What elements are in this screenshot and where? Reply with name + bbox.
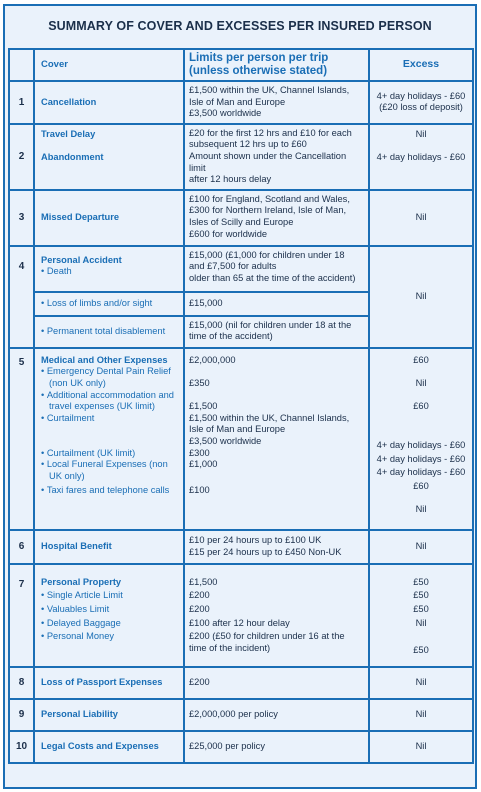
text: travel expenses (UK limit) — [49, 401, 155, 412]
excess-legal: Nil — [369, 731, 473, 763]
limit-cancellation — [184, 81, 369, 124]
row-number: 4 — [9, 246, 34, 348]
limit-line: subsequent 12 hrs up to £60 — [189, 139, 307, 150]
limit-line: £2,000,000 — [189, 354, 236, 365]
excess-line: Nil — [415, 617, 427, 628]
excess-line: 4+ day holidays - £60 — [376, 439, 466, 450]
limit-line: £1,500 within the UK, Channel Islands, — [189, 412, 350, 423]
excess-cancellation — [369, 81, 473, 124]
excess-line: 4+ day holidays - £60 — [376, 453, 466, 464]
limit-personal-property — [184, 564, 369, 667]
cover-curtailment: • Curtailment — [41, 413, 179, 425]
cover-cancellation: Cancellation — [34, 81, 184, 124]
cover-passport: Loss of Passport Expenses — [34, 667, 184, 699]
limit-line: £10 per 24 hours up to £100 UK — [189, 535, 322, 546]
cover-valuables: • Valuables Limit — [41, 604, 179, 616]
cover-abandonment-label: Abandonment — [41, 151, 104, 162]
limit-line: £3,500 worldwide — [189, 108, 262, 119]
table-row-missed-departure — [9, 190, 473, 246]
table-row-liability — [9, 699, 473, 731]
limit-missed-departure — [184, 190, 369, 246]
page-title: SUMMARY OF COVER AND EXCESSES PER INSURED PERSON — [48, 19, 432, 33]
cover-legal: Legal Costs and Expenses — [34, 731, 184, 763]
header-excess: Excess — [369, 49, 473, 81]
limit-line: £15,000 (nil for children under 18 at the — [189, 319, 352, 330]
limit-line: £15 per 24 hours up to £450 Non-UK — [189, 546, 342, 557]
excess-line: (£20 loss of deposit) — [379, 102, 463, 113]
limit-line: Isles of Scilly and Europe — [189, 216, 294, 227]
text: Local Funeral Expenses (non — [46, 459, 168, 470]
cover-accommodation — [41, 390, 179, 413]
limit-line: £100 — [189, 485, 210, 496]
excess-line: £60 — [413, 401, 429, 412]
limit-line: £20 for the first 12 hrs and £10 for each — [189, 127, 352, 138]
cover-travel-delay — [34, 124, 184, 190]
cover-personal-accident-label: Personal Accident — [41, 254, 122, 265]
cover-dental — [41, 366, 179, 389]
cover-curtailment-uk: • Curtailment (UK limit) — [41, 448, 179, 460]
excess-line: Nil — [415, 128, 427, 139]
excess-line: £50 — [413, 644, 429, 655]
cover-permanent-disablement-label: • Permanent total disablement — [41, 326, 179, 338]
table-row-passport — [9, 667, 473, 699]
limit-line: time of the incident) — [189, 642, 271, 653]
table-row-medical — [9, 348, 473, 530]
limit-line: £200 — [189, 603, 210, 614]
table-row-hospital-benefit — [9, 530, 473, 564]
row-number: 1 — [9, 81, 34, 124]
cover-medical — [34, 348, 184, 530]
header-limits-line-2: (unless otherwise stated) — [189, 65, 328, 77]
excess-line: £60 — [413, 354, 429, 365]
excess-medical — [369, 348, 473, 530]
limit-line: £15,000 (£1,000 for children under 18 — [189, 249, 345, 260]
limit-line: £300 — [189, 447, 210, 458]
excess-personal-accident: Nil — [369, 246, 473, 348]
text: UK only) — [49, 470, 85, 481]
limit-line: £1,000 — [189, 459, 218, 470]
limit-line: £200 — [189, 590, 210, 601]
table-row-personal-accident — [9, 246, 473, 292]
row-number: 5 — [9, 348, 34, 530]
limit-hospital-benefit — [184, 530, 369, 564]
limit-line: £1,500 — [189, 401, 218, 412]
cover-travel-delay-label: Travel Delay — [41, 128, 96, 139]
cover-medical-label: Medical and Other Expenses — [41, 354, 168, 365]
limit-line: £100 after 12 hour delay — [189, 617, 290, 628]
limit-legal: £25,000 per policy — [184, 731, 369, 763]
cover-liability: Personal Liability — [34, 699, 184, 731]
cover-summary-panel — [3, 4, 477, 789]
cover-hospital-benefit: Hospital Benefit — [34, 530, 184, 564]
row-number: 10 — [9, 731, 34, 763]
excess-line: 4+ day holidays - £60 — [376, 90, 466, 101]
limit-line: £1,500 within the UK, Channel Islands, — [189, 85, 350, 95]
header-limits-line-1: Limits per person per trip — [189, 52, 329, 64]
limit-loss-of-limbs: £15,000 — [184, 292, 369, 316]
row-number: 3 — [9, 190, 34, 246]
limit-line: £200 (£50 for children under 16 at the — [189, 631, 345, 642]
cover-death: • Death — [41, 266, 179, 278]
cover-summary-table — [8, 48, 474, 764]
limit-travel-delay — [184, 124, 369, 190]
limit-line: after 12 hours delay — [189, 174, 272, 185]
limit-line: £350 — [189, 377, 210, 388]
header-limits — [184, 49, 369, 81]
limit-line: Amount shown under the Cancellation limit — [189, 150, 347, 173]
row-number: 2 — [9, 124, 34, 190]
excess-line: Nil — [415, 377, 427, 388]
cover-personal-property — [34, 564, 184, 667]
excess-personal-property — [369, 564, 473, 667]
limit-line: Isle of Man and Europe — [189, 96, 286, 107]
text: (non UK only) — [49, 377, 106, 388]
cover-loss-of-limbs — [34, 292, 184, 316]
limit-line: £100 for England, Scotland and Wales, — [189, 193, 350, 204]
cover-personal-money: • Personal Money — [41, 631, 179, 643]
row-number: 8 — [9, 667, 34, 699]
cover-funeral — [41, 459, 179, 482]
limit-permanent-disablement — [184, 316, 369, 348]
excess-liability: Nil — [369, 699, 473, 731]
table-row-cancellation — [9, 81, 473, 124]
excess-line: Nil — [415, 503, 427, 514]
cover-personal-property-label: Personal Property — [41, 576, 122, 587]
limit-line: time of the accident) — [189, 331, 273, 342]
excess-travel-delay — [369, 124, 473, 190]
limit-line: £1,500 — [189, 576, 218, 587]
limit-line: older than 65 at the time of the accident) — [189, 272, 356, 283]
excess-passport: Nil — [369, 667, 473, 699]
excess-line: £50 — [413, 590, 429, 601]
cover-taxi: • Taxi fares and telephone calls — [41, 485, 179, 497]
text: Emergency Dental Pain Relief — [46, 366, 171, 377]
header-number — [9, 49, 34, 81]
header-cover: Cover — [34, 49, 184, 81]
excess-hospital-benefit: Nil — [369, 530, 473, 564]
limit-medical — [184, 348, 369, 530]
text: Additional accommodation and — [46, 389, 174, 400]
row-number: 7 — [9, 564, 34, 667]
excess-line: 4+ day holidays - £60 — [376, 467, 466, 478]
row-number: 9 — [9, 699, 34, 731]
limit-liability: £2,000,000 per policy — [184, 699, 369, 731]
excess-missed-departure: Nil — [369, 190, 473, 246]
cover-delayed-baggage: • Delayed Baggage — [41, 618, 179, 630]
cover-missed-departure: Missed Departure — [34, 190, 184, 246]
table-header-row — [9, 49, 473, 81]
limit-line: Isle of Man and Europe — [189, 424, 286, 435]
limit-death — [184, 246, 369, 292]
limit-line: £300 for Northern Ireland, Isle of Man, — [189, 205, 347, 216]
excess-line: 4+ day holidays - £60 — [376, 151, 466, 162]
limit-line: £600 for worldwide — [189, 228, 268, 239]
limit-passport: £200 — [184, 667, 369, 699]
excess-line: £60 — [413, 480, 429, 491]
table-row-legal — [9, 731, 473, 763]
excess-line: £50 — [413, 603, 429, 614]
cover-single-article: • Single Article Limit — [41, 590, 179, 602]
table-row-travel-delay — [9, 124, 473, 190]
limit-line: and £7,500 for adults — [189, 261, 277, 272]
table-row-personal-property — [9, 564, 473, 667]
row-number: 6 — [9, 530, 34, 564]
cover-personal-accident — [34, 246, 184, 292]
cover-permanent-disablement — [34, 316, 184, 348]
excess-line: £50 — [413, 576, 429, 587]
limit-line: £3,500 worldwide — [189, 435, 262, 446]
cover-loss-of-limbs-label: • Loss of limbs and/or sight — [41, 298, 179, 310]
